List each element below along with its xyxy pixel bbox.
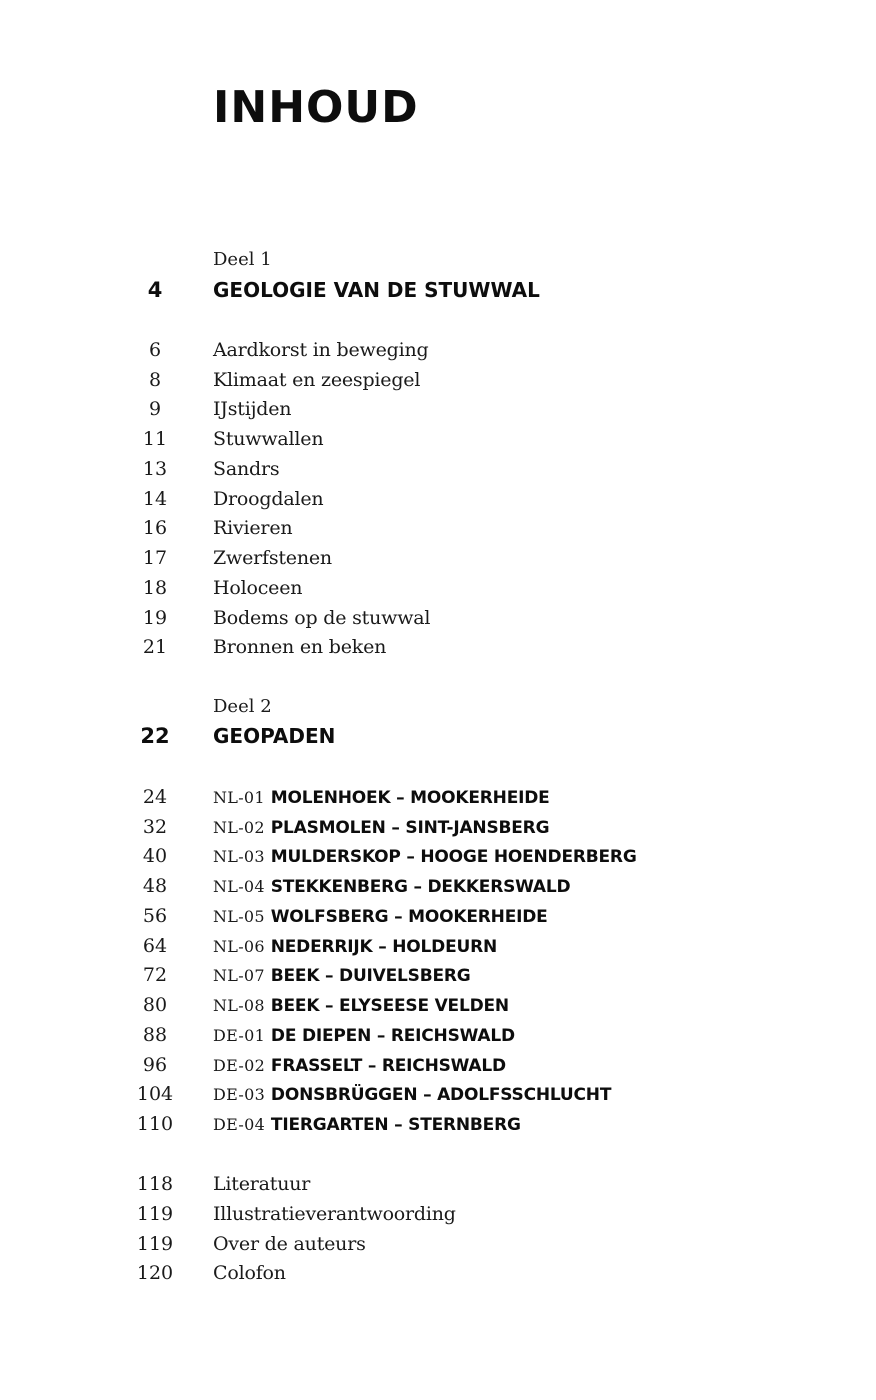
entry-title: Over de auteurs	[213, 1233, 366, 1255]
section-page-number: 4	[147, 278, 163, 302]
route-name: BEEK – DUIVELSBERG	[270, 966, 471, 986]
route-code: DE-03	[213, 1085, 266, 1104]
back-matter-entry[interactable]	[0, 1169, 876, 1199]
toc-entry[interactable]	[0, 573, 876, 603]
entry-page-number: 11	[142, 428, 168, 450]
entry-page-number: 6	[148, 339, 162, 361]
entry-page-number: 13	[142, 458, 168, 480]
route-name: FRASSELT – REICHSWALD	[270, 1056, 506, 1076]
route-entry[interactable]	[0, 782, 876, 812]
route-code: NL-04	[213, 877, 265, 896]
entry-page-number: 14	[142, 488, 168, 510]
route-name: DE DIEPEN – REICHSWALD	[270, 1026, 515, 1046]
section-heading-row[interactable]	[0, 721, 876, 751]
entry-page-number: 18	[142, 577, 168, 599]
section-page-number: 22	[140, 724, 170, 748]
back-matter-entry[interactable]	[0, 1199, 876, 1229]
toc-entry[interactable]	[0, 632, 876, 662]
toc-entry[interactable]	[0, 513, 876, 543]
route-entry[interactable]	[0, 841, 876, 871]
route-entry[interactable]	[0, 901, 876, 931]
route-name: STEKKENBERG – DEKKERSWALD	[270, 877, 571, 897]
route-name: NEDERRIJK – HOLDEURN	[270, 937, 497, 957]
entry-page-number: 19	[142, 607, 168, 629]
route-entry[interactable]	[0, 990, 876, 1020]
entry-title: Klimaat en zeespiegel	[213, 369, 421, 391]
entry-title: IJstijden	[213, 398, 292, 420]
route-code: NL-06	[213, 937, 265, 956]
part-label: Deel 1	[213, 249, 272, 270]
entry-page-number: 119	[136, 1233, 174, 1255]
entry-title: Zwerfstenen	[213, 547, 332, 569]
entry-title: Droogdalen	[213, 488, 324, 510]
section-heading-row[interactable]	[0, 275, 876, 305]
toc-entry[interactable]	[0, 484, 876, 514]
entry-page-number: 80	[142, 994, 168, 1016]
entry-title: Sandrs	[213, 458, 280, 480]
route-name: DONSBRÜGGEN – ADOLFSSCHLUCHT	[270, 1085, 612, 1105]
entry-page-number: 88	[142, 1024, 168, 1046]
entry-page-number: 21	[142, 636, 168, 658]
route-entry[interactable]	[0, 812, 876, 842]
entry-title: Literatuur	[213, 1173, 311, 1195]
entry-page-number: 17	[142, 547, 168, 569]
entry-page-number: 32	[142, 816, 168, 838]
route-entry[interactable]	[0, 1079, 876, 1109]
entry-title: Illustratieverantwoording	[213, 1203, 456, 1225]
toc-entry[interactable]	[0, 394, 876, 424]
route-name: PLASMOLEN – SINT-JANSBERG	[270, 818, 550, 838]
toc-entry[interactable]	[0, 603, 876, 633]
entry-page-number: 40	[142, 845, 168, 867]
entry-page-number: 119	[136, 1203, 174, 1225]
entry-title: Holoceen	[213, 577, 303, 599]
route-entry[interactable]	[0, 871, 876, 901]
entry-page-number: 16	[142, 517, 168, 539]
entry-title: Bronnen en beken	[213, 636, 387, 658]
entry-page-number: 24	[142, 786, 168, 808]
part-label: Deel 2	[213, 696, 272, 717]
entry-title: Aardkorst in beweging	[213, 339, 429, 361]
route-code: DE-02	[213, 1056, 266, 1075]
section-heading: GEOLOGIE VAN DE STUWWAL	[213, 278, 540, 302]
entry-page-number: 96	[142, 1054, 168, 1076]
toc-entry[interactable]	[0, 365, 876, 395]
route-code: DE-01	[213, 1026, 266, 1045]
entry-page-number: 8	[148, 369, 162, 391]
entry-title: Bodems op de stuwwal	[213, 607, 431, 629]
route-code: NL-02	[213, 818, 265, 837]
route-code: DE-04	[213, 1115, 266, 1134]
back-matter-entry[interactable]	[0, 1229, 876, 1259]
route-entry[interactable]	[0, 960, 876, 990]
section-heading: GEOPADEN	[213, 724, 336, 748]
route-code: NL-01	[213, 788, 265, 807]
route-name: MOLENHOEK – MOOKERHEIDE	[270, 788, 550, 808]
entry-page-number: 64	[142, 935, 168, 957]
page-title: INHOUD	[213, 82, 419, 133]
entry-page-number: 120	[136, 1262, 174, 1284]
back-matter-entry[interactable]	[0, 1258, 876, 1288]
entry-page-number: 56	[142, 905, 168, 927]
route-code: NL-03	[213, 847, 265, 866]
entry-title: Rivieren	[213, 517, 293, 539]
entry-page-number: 9	[148, 398, 162, 420]
route-entry[interactable]	[0, 1020, 876, 1050]
route-name: BEEK – ELYSEESE VELDEN	[270, 996, 509, 1016]
entry-page-number: 72	[142, 964, 168, 986]
route-entry[interactable]	[0, 1109, 876, 1139]
entry-page-number: 104	[136, 1083, 174, 1105]
entry-page-number: 110	[136, 1113, 174, 1135]
route-entry[interactable]	[0, 1050, 876, 1080]
entry-title: Stuwwallen	[213, 428, 324, 450]
route-code: NL-05	[213, 907, 265, 926]
route-name: WOLFSBERG – MOOKERHEIDE	[270, 907, 548, 927]
route-code: NL-08	[213, 996, 265, 1015]
route-name: MULDERSKOP – HOOGE HOENDERBERG	[270, 847, 637, 867]
toc-entry[interactable]	[0, 335, 876, 365]
entry-title: Colofon	[213, 1262, 286, 1284]
toc-entry[interactable]	[0, 543, 876, 573]
toc-entry[interactable]	[0, 454, 876, 484]
entry-page-number: 118	[136, 1173, 174, 1195]
entry-page-number: 48	[142, 875, 168, 897]
route-entry[interactable]	[0, 931, 876, 961]
toc-entry[interactable]	[0, 424, 876, 454]
route-name: TIERGARTEN – STERNBERG	[270, 1115, 521, 1135]
route-code: NL-07	[213, 966, 265, 985]
